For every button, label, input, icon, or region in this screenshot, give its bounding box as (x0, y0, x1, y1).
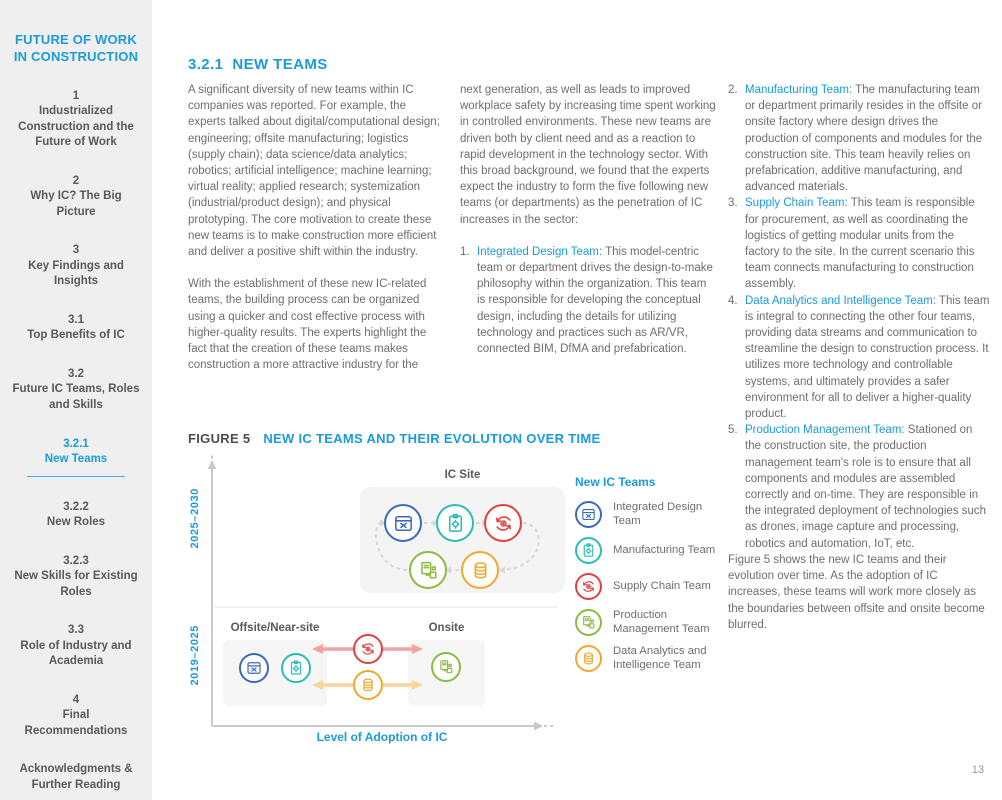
legend-item-data-analytics: Data Analytics and Intelligence Team (575, 645, 735, 672)
production-management-icon (575, 609, 602, 636)
production-management-icon (431, 652, 461, 682)
report-title: FUTURE OF WORK IN CONSTRUCTION (13, 32, 139, 64)
team-name: Production Management Team: (745, 424, 905, 437)
supply-chain-icon (353, 634, 383, 664)
sidebar-item-role-of-industry[interactable]: 3.3 Role of Industry and Academia (20, 624, 132, 668)
list-item-production-management: 5. Production Management Team: Stationed on the construction site, the production management team's role is to ensure that all components and modules are assembled correctly and on-time. They are responsible in the integrated deployment of technologies such as drones, image capture and processing, robotics and automation, IoT, etc. (728, 424, 987, 550)
figure-legend (575, 475, 735, 681)
legend-item-supply-chain: Supply Chain Team (575, 573, 735, 600)
team-name: Supply Chain Team: (745, 197, 848, 210)
closing-paragraph: Figure 5 shows the new IC teams and their evolution over time. As the adoption of IC increases, these teams will work more closely as the boundaries between offsite and onsite become blurred. (728, 553, 985, 631)
data-analytics-icon (575, 645, 602, 672)
sidebar-item-final-recommendations[interactable]: 4 Final Recommendations (24, 693, 128, 737)
text-column-2 (460, 82, 717, 357)
team-name: Manufacturing Team: (745, 84, 853, 96)
paragraph: A significant diversity of new teams within IC companies was reported. For example, the experts talked about digital/computational design; engineering; offsite manufacturing; logistics (supply chain); data science/data analytics; robotics; artificial intelligence; machine learning; virtual reality; applied research; systemization (industrial/product design); and physical prototyping. The core motivation to create these new teams is to make construction more efficient and deliver a positive shift within the industry. (188, 84, 440, 259)
list-item-manufacturing: 2. Manufacturing Team: The manufacturing team or department primarily resides in the offsite or onsite factory where design drives the production of components and modules for the construction site. This team heavily relies on prefabrication, additive manufacturing, and advanced materials. (728, 84, 983, 194)
onsite-label: Onsite (428, 622, 465, 634)
manufacturing-icon (281, 653, 311, 683)
legend-item-manufacturing: Manufacturing Team (575, 537, 735, 564)
integrated-design-icon (239, 653, 269, 683)
list-item-integrated-design: 1. Integrated Design Team: This model-centric team or department drives the design-to-make philosophy within the organization. This team is responsible for developing the conceptual design, including the details for utilizing technology and practices such as AR/VR, connected BIM, DfMA and prefabrication. (460, 245, 713, 356)
team-name: Data Analytics and Intelligence Team: (745, 294, 936, 307)
figure-diagram (188, 455, 748, 750)
figure-label: FIGURE 5 (188, 431, 251, 446)
offsite-zone (223, 640, 327, 706)
sidebar-item-acknowledgments[interactable]: Acknowledgments & Further Reading (19, 763, 133, 791)
legend-item-integrated-design: Integrated Design Team (575, 501, 735, 528)
figure-caption (188, 431, 600, 446)
manufacturing-icon (575, 537, 602, 564)
section-heading: 3.2.1 NEW TEAMS (188, 56, 328, 74)
figure-title: NEW IC TEAMS AND THEIR EVOLUTION OVER TIME (263, 431, 601, 446)
text-column-3 (728, 82, 990, 649)
page-number: 13 (971, 764, 984, 776)
y-axis-label-2019-2025: 2019–2025 (189, 625, 201, 686)
sidebar-item-why-ic[interactable]: 2 Why IC? The Big Picture (30, 174, 122, 218)
supply-chain-icon (575, 573, 602, 600)
offsite-label: Offsite/Near-site (230, 622, 320, 634)
data-analytics-icon (353, 670, 383, 700)
integrated-design-icon (575, 501, 602, 528)
production-management-icon (409, 551, 447, 589)
sidebar-item-future-ic-teams[interactable]: 3.2 Future IC Teams, Roles and Skills (12, 367, 140, 411)
list-item-data-analytics: 4. Data Analytics and Intelligence Team: This team is integral to connecting the other four teams, providing data streams and communication to streamline the design to construction process. It utilizes more technology and controllable systems, and ultimately provides a safer environment for all to deliver a higher-quality product. (728, 294, 990, 421)
legend-item-production-management: Production Management Team (575, 609, 735, 636)
sidebar-toc (0, 0, 152, 800)
data-analytics-icon (461, 551, 499, 589)
sidebar-item-key-findings[interactable]: 3 Key Findings and Insights (28, 244, 124, 288)
team-name: Integrated Design Team: (477, 245, 603, 258)
list-item-supply-chain: 3. Supply Chain Team: This team is responsible for procurement, as well as coordinating the logistics of getting modular units from the factory to the site. In the current scenario this team connects manufacturing to construction assembly. (728, 197, 975, 291)
sidebar-item-industrialized-construction[interactable]: 1 Industrialized Construction and the Future of Work (18, 89, 134, 149)
legend-title: New IC Teams (575, 475, 656, 489)
ic-site-label: IC Site (444, 469, 481, 481)
text-column-1 (188, 82, 445, 389)
supply-chain-icon (484, 504, 522, 542)
sidebar-item-top-benefits[interactable]: 3.1 Top Benefits of IC (27, 313, 125, 342)
paragraph: next generation, as well as leads to improved workplace safety by increasing time spent working in controlled environments. These new teams are driven both by client need and as a reaction to rapid development in the technology sector. With this broad background, we found that the experts expect the industry to form the five following new teams (or departments) as the penetration of IC increases in the sector: (460, 84, 716, 226)
sidebar-item-new-roles[interactable]: 3.2.2 New Roles (46, 500, 106, 529)
y-axis-label-2025-2030: 2025–2030 (189, 488, 201, 549)
integrated-design-icon (384, 504, 422, 542)
sidebar-item-new-skills[interactable]: 3.2.3 New Skills for Existing Roles (14, 554, 138, 598)
x-axis-label: Level of Adoption of IC (316, 730, 448, 744)
sidebar-item-new-teams-active[interactable]: 3.2.1 New Teams (0, 437, 152, 477)
paragraph: With the establishment of these new IC-related teams, the building process can be organized using a quicker and cost effective process with higher-quality results. The experts highlight the fact that the creation of these teams makes construction a more attractive industry for the (188, 278, 427, 372)
manufacturing-icon (436, 504, 474, 542)
